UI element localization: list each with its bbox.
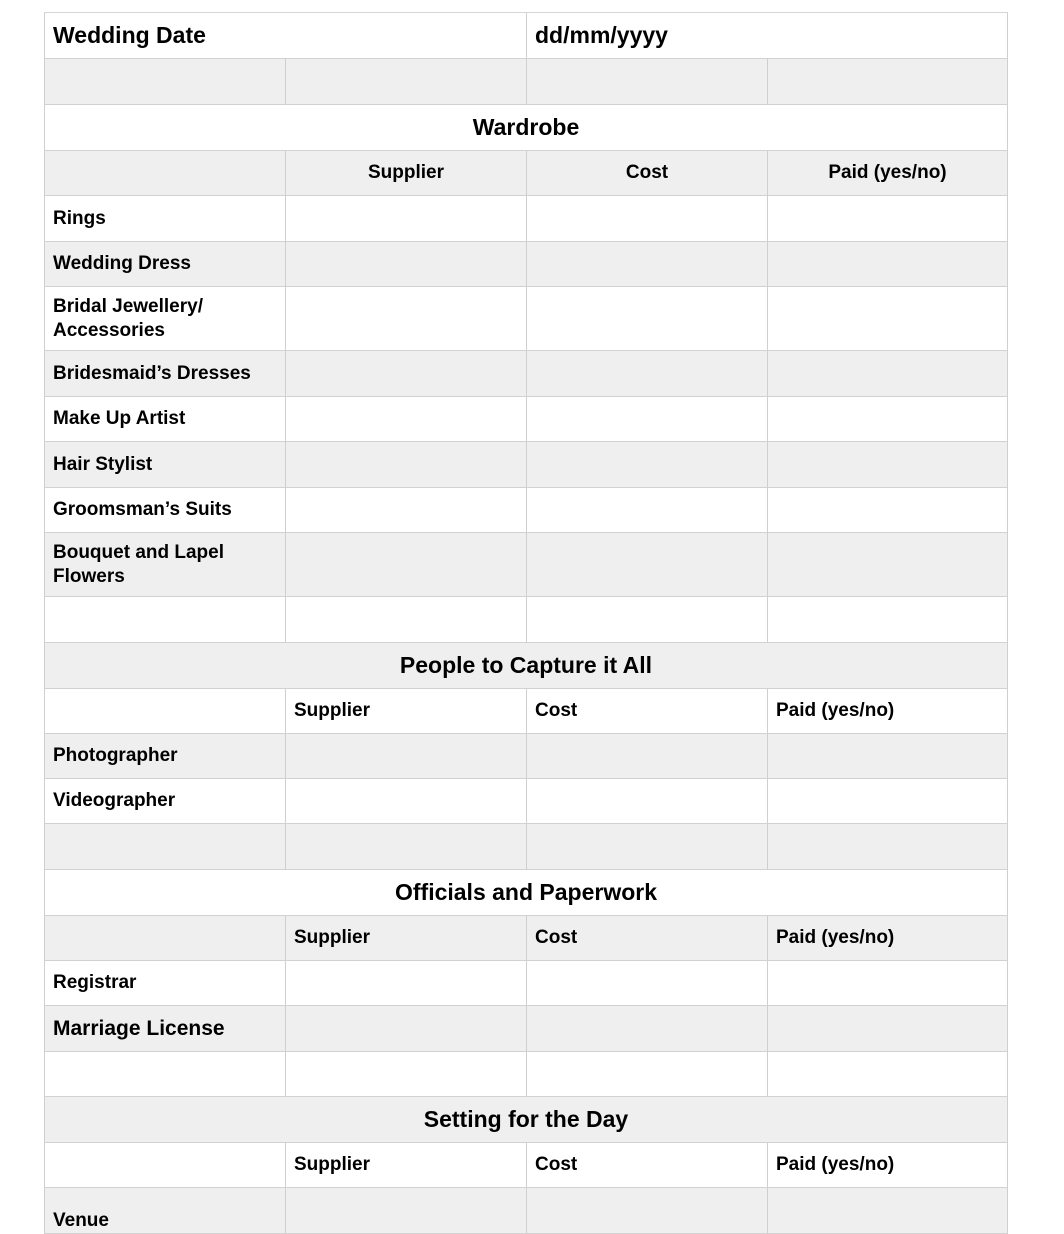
cost-cell[interactable] [526, 196, 767, 241]
table-row [44, 351, 1008, 397]
item-label: Registrar [44, 961, 285, 1005]
supplier-cell[interactable] [285, 533, 526, 596]
table-row [44, 1188, 1008, 1234]
paid-cell[interactable] [767, 533, 1008, 596]
column-header-row [44, 151, 1008, 196]
empty-header-cell [44, 151, 285, 195]
table-row [44, 488, 1008, 533]
supplier-cell[interactable] [285, 779, 526, 823]
item-label: Wedding Dress [44, 242, 285, 286]
cost-column-header: Cost [526, 1143, 767, 1187]
paid-column-header: Paid (yes/no) [767, 1143, 1008, 1187]
blank-row [44, 597, 1008, 643]
table-row [44, 242, 1008, 287]
item-label: Photographer [44, 734, 285, 778]
cost-cell[interactable] [526, 397, 767, 441]
supplier-cell[interactable] [285, 242, 526, 286]
section-title: People to Capture it All [44, 643, 1008, 688]
item-label: Bouquet and Lapel Flowers [44, 533, 285, 596]
cost-cell[interactable] [526, 779, 767, 823]
empty-cell[interactable] [44, 824, 285, 869]
cost-cell[interactable] [526, 242, 767, 286]
item-label: Bridesmaid’s Dresses [44, 351, 285, 396]
empty-cell[interactable] [44, 59, 285, 104]
column-header-row [44, 1143, 1008, 1188]
table-row [44, 779, 1008, 824]
paid-column-header: Paid (yes/no) [767, 916, 1008, 960]
empty-header-cell [44, 916, 285, 960]
paid-column-header: Paid (yes/no) [767, 151, 1008, 195]
cost-cell[interactable] [526, 533, 767, 596]
item-label: Make Up Artist [44, 397, 285, 441]
supplier-cell[interactable] [285, 1006, 526, 1051]
supplier-cell[interactable] [285, 961, 526, 1005]
supplier-cell[interactable] [285, 488, 526, 532]
empty-cell[interactable] [526, 597, 767, 642]
item-label: Bridal Jewellery/ Accessories [44, 287, 285, 350]
paid-cell[interactable] [767, 196, 1008, 241]
cost-cell[interactable] [526, 442, 767, 487]
table-row [44, 533, 1008, 597]
supplier-cell[interactable] [285, 287, 526, 350]
supplier-column-header: Supplier [285, 689, 526, 733]
item-label: Videographer [44, 779, 285, 823]
paid-cell[interactable] [767, 351, 1008, 396]
cost-column-header: Cost [526, 916, 767, 960]
table-row [44, 734, 1008, 779]
paid-column-header: Paid (yes/no) [767, 689, 1008, 733]
empty-cell[interactable] [285, 1052, 526, 1096]
table-row [44, 961, 1008, 1006]
empty-cell[interactable] [767, 824, 1008, 869]
empty-cell[interactable] [767, 1052, 1008, 1096]
empty-cell[interactable] [767, 597, 1008, 642]
paid-cell[interactable] [767, 488, 1008, 532]
supplier-cell[interactable] [285, 397, 526, 441]
cost-column-header: Cost [526, 689, 767, 733]
empty-cell[interactable] [285, 824, 526, 869]
table-row [44, 1006, 1008, 1052]
supplier-cell[interactable] [285, 442, 526, 487]
empty-header-cell [44, 1143, 285, 1187]
section-title: Wardrobe [44, 105, 1008, 150]
empty-cell[interactable] [285, 597, 526, 642]
item-label: Rings [44, 196, 285, 241]
supplier-column-header: Supplier [285, 151, 526, 195]
supplier-cell[interactable] [285, 351, 526, 396]
column-header-row [44, 689, 1008, 734]
empty-cell[interactable] [526, 1052, 767, 1096]
blank-row [44, 1052, 1008, 1097]
supplier-cell[interactable] [285, 196, 526, 241]
item-label: Venue [44, 1188, 285, 1233]
section-header-officials [44, 870, 1008, 916]
table-row [44, 397, 1008, 442]
table-row [44, 196, 1008, 242]
supplier-column-header: Supplier [285, 1143, 526, 1187]
cost-cell[interactable] [526, 287, 767, 350]
section-header-capture [44, 643, 1008, 689]
cost-cell[interactable] [526, 734, 767, 778]
paid-cell[interactable] [767, 287, 1008, 350]
empty-cell[interactable] [44, 1052, 285, 1096]
wedding-date-label: Wedding Date [44, 13, 526, 58]
wedding-date-row [44, 13, 1008, 59]
blank-row [44, 59, 1008, 105]
paid-cell[interactable] [767, 779, 1008, 823]
cost-cell[interactable] [526, 1006, 767, 1051]
paid-cell[interactable] [767, 734, 1008, 778]
section-title: Setting for the Day [44, 1097, 1008, 1142]
wedding-date-field[interactable]: dd/mm/yyyy [526, 13, 1008, 58]
cost-cell[interactable] [526, 351, 767, 396]
paid-cell[interactable] [767, 961, 1008, 1005]
cost-cell[interactable] [526, 961, 767, 1005]
paid-cell[interactable] [767, 242, 1008, 286]
paid-cell[interactable] [767, 397, 1008, 441]
section-header-setting [44, 1097, 1008, 1143]
empty-cell[interactable] [767, 59, 1008, 104]
supplier-cell[interactable] [285, 734, 526, 778]
item-label: Groomsman’s Suits [44, 488, 285, 532]
empty-cell[interactable] [44, 597, 285, 642]
wedding-budget-table [44, 12, 1008, 1234]
empty-header-cell [44, 689, 285, 733]
paid-cell[interactable] [767, 1006, 1008, 1051]
section-header-wardrobe [44, 105, 1008, 151]
section-title: Officials and Paperwork [44, 870, 1008, 915]
empty-cell[interactable] [285, 59, 526, 104]
cost-column-header: Cost [526, 151, 767, 195]
supplier-column-header: Supplier [285, 916, 526, 960]
blank-row [44, 824, 1008, 870]
empty-cell[interactable] [526, 59, 767, 104]
cost-cell[interactable] [526, 488, 767, 532]
table-row [44, 442, 1008, 488]
empty-cell[interactable] [526, 824, 767, 869]
item-label: Hair Stylist [44, 442, 285, 487]
table-row [44, 287, 1008, 351]
column-header-row [44, 916, 1008, 961]
item-label: Marriage License [44, 1006, 285, 1051]
paid-cell[interactable] [767, 442, 1008, 487]
